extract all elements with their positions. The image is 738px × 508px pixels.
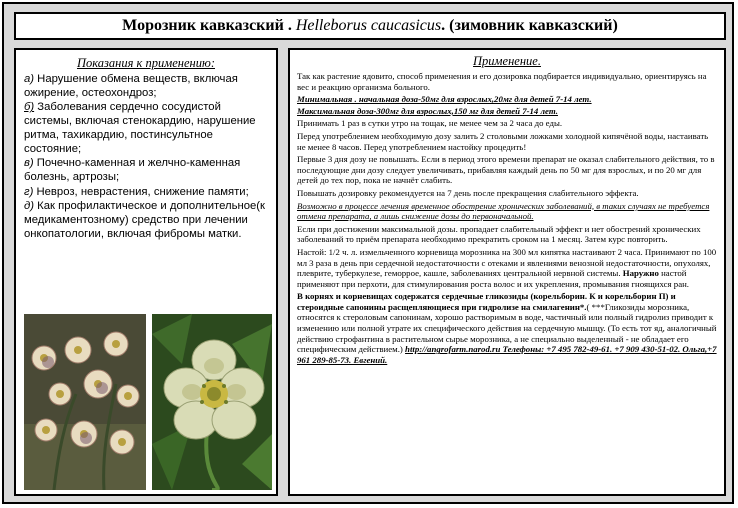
paragraph-text: ( ***Гликозиды морозника, относятся к стероловым сапонинам, хорошо растворимым в воде, частичный или полный гидролиз приводит к изменению или полной утрате их специфического действия на сердечную мышцу. (То есть тот яд, аналогичный действию строфантина в растительном сырье морозника, а не специально выделенный - не обладает его специфическим действием.) [297,301,717,355]
indication-item [24,73,270,100]
indication-item [24,157,270,184]
title-suffix: . (зимовник кавказский) [441,17,618,34]
hellebore-closeup-photo [152,314,272,490]
photo-group [24,314,272,490]
indication-marker: в) [24,157,34,170]
indications-list [16,73,276,241]
indication-text: Нарушение обмена веществ, включая ожирение, остеохондроз; [24,73,238,99]
paragraph: Так как растение ядовито, способ применения и его дозировка подбирается индивидуально, ориентируясь на вес и реакцию организма больного. [297,71,707,92]
dose-max: Максимальная доза-300мг для взрослых,150 мг для детей 7-14 лет. [297,105,558,116]
paragraph: Возможно в процессе лечения временное обострение хронических заболеваний, в таких случаях не требуется отмена препарата, а лишь снижение дозы до первоначальной. [297,200,710,222]
paragraph-bold: Наружно [622,268,659,279]
hellebore-flowers-photo [24,314,146,490]
indications-panel [14,48,278,496]
paragraph: Первые 3 дня дозу не повышать. Если в период этого времени препарат не оказал слабительного действия, то в последующие дни дозу следует увеличивать, прибавляя каждый день по 50 мг для взрослых, и по 20 мг для детей до тех пор, пока не начнёт слабить. [297,154,715,186]
title-latin: Helleborus caucasicus [295,17,442,34]
paragraph-text: настой применяют при перхоти, для стимулирования роста волос и их укрепления, промывания гноящихся ран. [297,268,690,289]
paragraph-bold: В корнях и корневищах содержатся сердечные гликозиды (корельборин. К и корельборин П) и стероидные сапонины расщепляющиеся при гидролизе на смилагенин*. [297,291,676,312]
title-prefix: Морозник кавказский . [122,17,296,34]
indication-text: Почечно-каменная и желчно-каменная болезнь, артрозы; [24,157,241,183]
application-text [290,69,724,365]
indication-item [24,186,270,200]
indication-item [24,200,270,241]
indication-marker: г) [24,185,34,198]
indication-text: Невроз, неврастения, снижение памяти; [33,185,249,198]
paragraph [297,247,718,289]
paragraph: Принимать 1 раз в сутки утро на тощак, не менее чем за 2 часа до еды. [297,118,563,129]
indication-marker: а) [24,73,35,85]
paragraph-text: Настой: 1/2 ч. л. измельченного корневища морозника на 300 мл кипятка настаивают 2 часа. Принимают по 100 мл 3 раза в день при сердечной недостаточности с отеками и явлениями венозной недостаточности, опухолях, плеврите, туберкулезе, геморрое, кашле, заболеваниях центральной нервной системы. [297,246,717,279]
indication-marker: д) [24,200,35,213]
paragraph [297,291,718,365]
indication-item [24,101,270,156]
paragraph: Если при достижении максимальной дозы. пропадает слабительный эффект и нет обострений хронических заболеваний то приём препарата необходимо прекратить сроком на 1 месяц. Затем курс повторить. [297,223,701,245]
paragraph: Повышать дозировку рекомендуется на 7 день после прекращения слабительного эффекта. [297,187,639,198]
indication-text: Как профилактическое и дополнительное(к медикаментозному) средство при лечении онкопатологии, включая фибромы матки. [24,200,265,240]
paragraph: Перед употреблением необходимую дозу залить 2 столовыми ложками холодной кипячёной воды, настаивать не менее 8 часов. Перед употреблением настойку процедить! [297,130,709,152]
application-heading: Применение. [473,54,541,68]
indication-text: Заболевания сердечно сосудистой системы, включая стенокардию, нарушение ритма, тахикардию, постинсультное состояние; [24,101,256,155]
indications-heading: Показания к применению: [76,56,215,70]
indication-marker: б) [24,101,35,114]
document-frame [2,2,734,504]
dose-min: Минимальная . начальная доза-50мг для взрослых,20мг для детей 7-14 лет. [297,94,592,105]
page-title [14,12,726,40]
application-panel [288,48,726,496]
contact-line[interactable]: http://angrofarm.narod.ru Телефоны: +7 495 782-49-61. +7 909 430-51-02. Ольга,+7 961 289-85-73. Евгений. [297,344,717,365]
